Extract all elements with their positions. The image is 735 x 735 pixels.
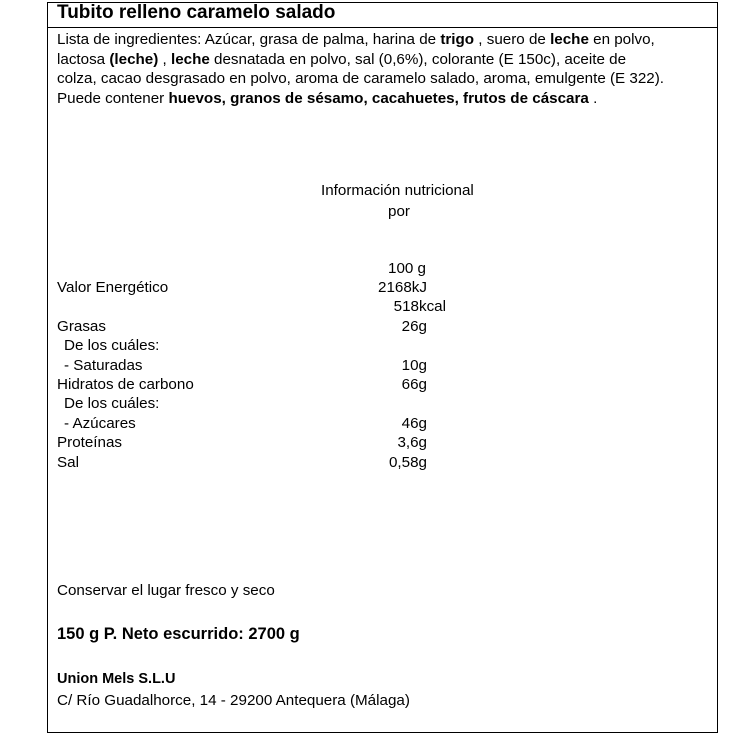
allergen-leche: leche: [550, 31, 589, 48]
nutrition-header-per: por: [388, 203, 410, 220]
protein-label: Proteínas: [57, 434, 123, 451]
net-weight: 150 g P. Neto escurrido: 2700 g: [57, 625, 300, 643]
fat-value: 26g: [401, 318, 427, 335]
per-quantity: 100 g: [388, 260, 427, 277]
salt-value: 0,58g: [388, 454, 427, 471]
salt-label: Sal: [57, 454, 79, 471]
company-address: C/ Río Guadalhorce, 14 - 29200 Antequera (Málaga): [57, 692, 410, 709]
energy-label: Valor Energético: [57, 279, 169, 296]
storage-instructions: Conservar el lugar fresco y seco: [57, 582, 275, 599]
ingredients-segment: Azúcar, grasa de palma, harina de: [201, 31, 441, 48]
energy-kj: 2168kJ: [378, 279, 427, 296]
ingredients-segment: ,: [158, 50, 171, 68]
saturated-value: 10g: [401, 357, 427, 374]
saturated-label: - Saturadas: [64, 357, 143, 374]
allergen-trigo: trigo: [440, 31, 475, 48]
allergen-leche-paren: (leche): [109, 50, 159, 68]
ingredients-segment: desnatada en polvo, sal (0,6%), colorante (E 150c), aceite de colza, cacao desgrasado en polvo, aroma de caramelo salado, aroma, emulgente (E 322). Puede contener: [57, 50, 665, 107]
label-frame: [47, 2, 718, 733]
ingredients-segment: , suero de: [474, 31, 551, 48]
protein-value: 3,6g: [397, 434, 427, 451]
title-divider: [47, 27, 718, 28]
ingredients-segment: en polvo, lactosa: [57, 31, 655, 68]
energy-kcal: 518kcal: [393, 298, 446, 315]
carbs-of-which-label: De los cuáles:: [64, 395, 160, 412]
company-name: Union Mels S.L.U: [57, 671, 176, 687]
ingredients-list: [57, 30, 669, 108]
carbs-value: 66g: [401, 376, 427, 393]
sugars-value: 46g: [401, 415, 427, 432]
sugars-label: - Azúcares: [64, 415, 136, 432]
allergen-leche-2: leche: [170, 50, 210, 68]
fat-label: Grasas: [57, 318, 106, 335]
ingredients-segment: .: [588, 89, 598, 107]
carbs-label: Hidratos de carbono: [57, 376, 194, 393]
fat-of-which-label: De los cuáles:: [64, 337, 160, 354]
nutrition-header: Información nutricional: [321, 182, 474, 199]
allergen-traces: huevos, granos de sésamo, cacahuetes, frutos de cáscara: [168, 89, 589, 107]
product-title: Tubito relleno caramelo salado: [57, 2, 336, 23]
ingredients-label: Lista de ingredientes:: [57, 31, 202, 48]
